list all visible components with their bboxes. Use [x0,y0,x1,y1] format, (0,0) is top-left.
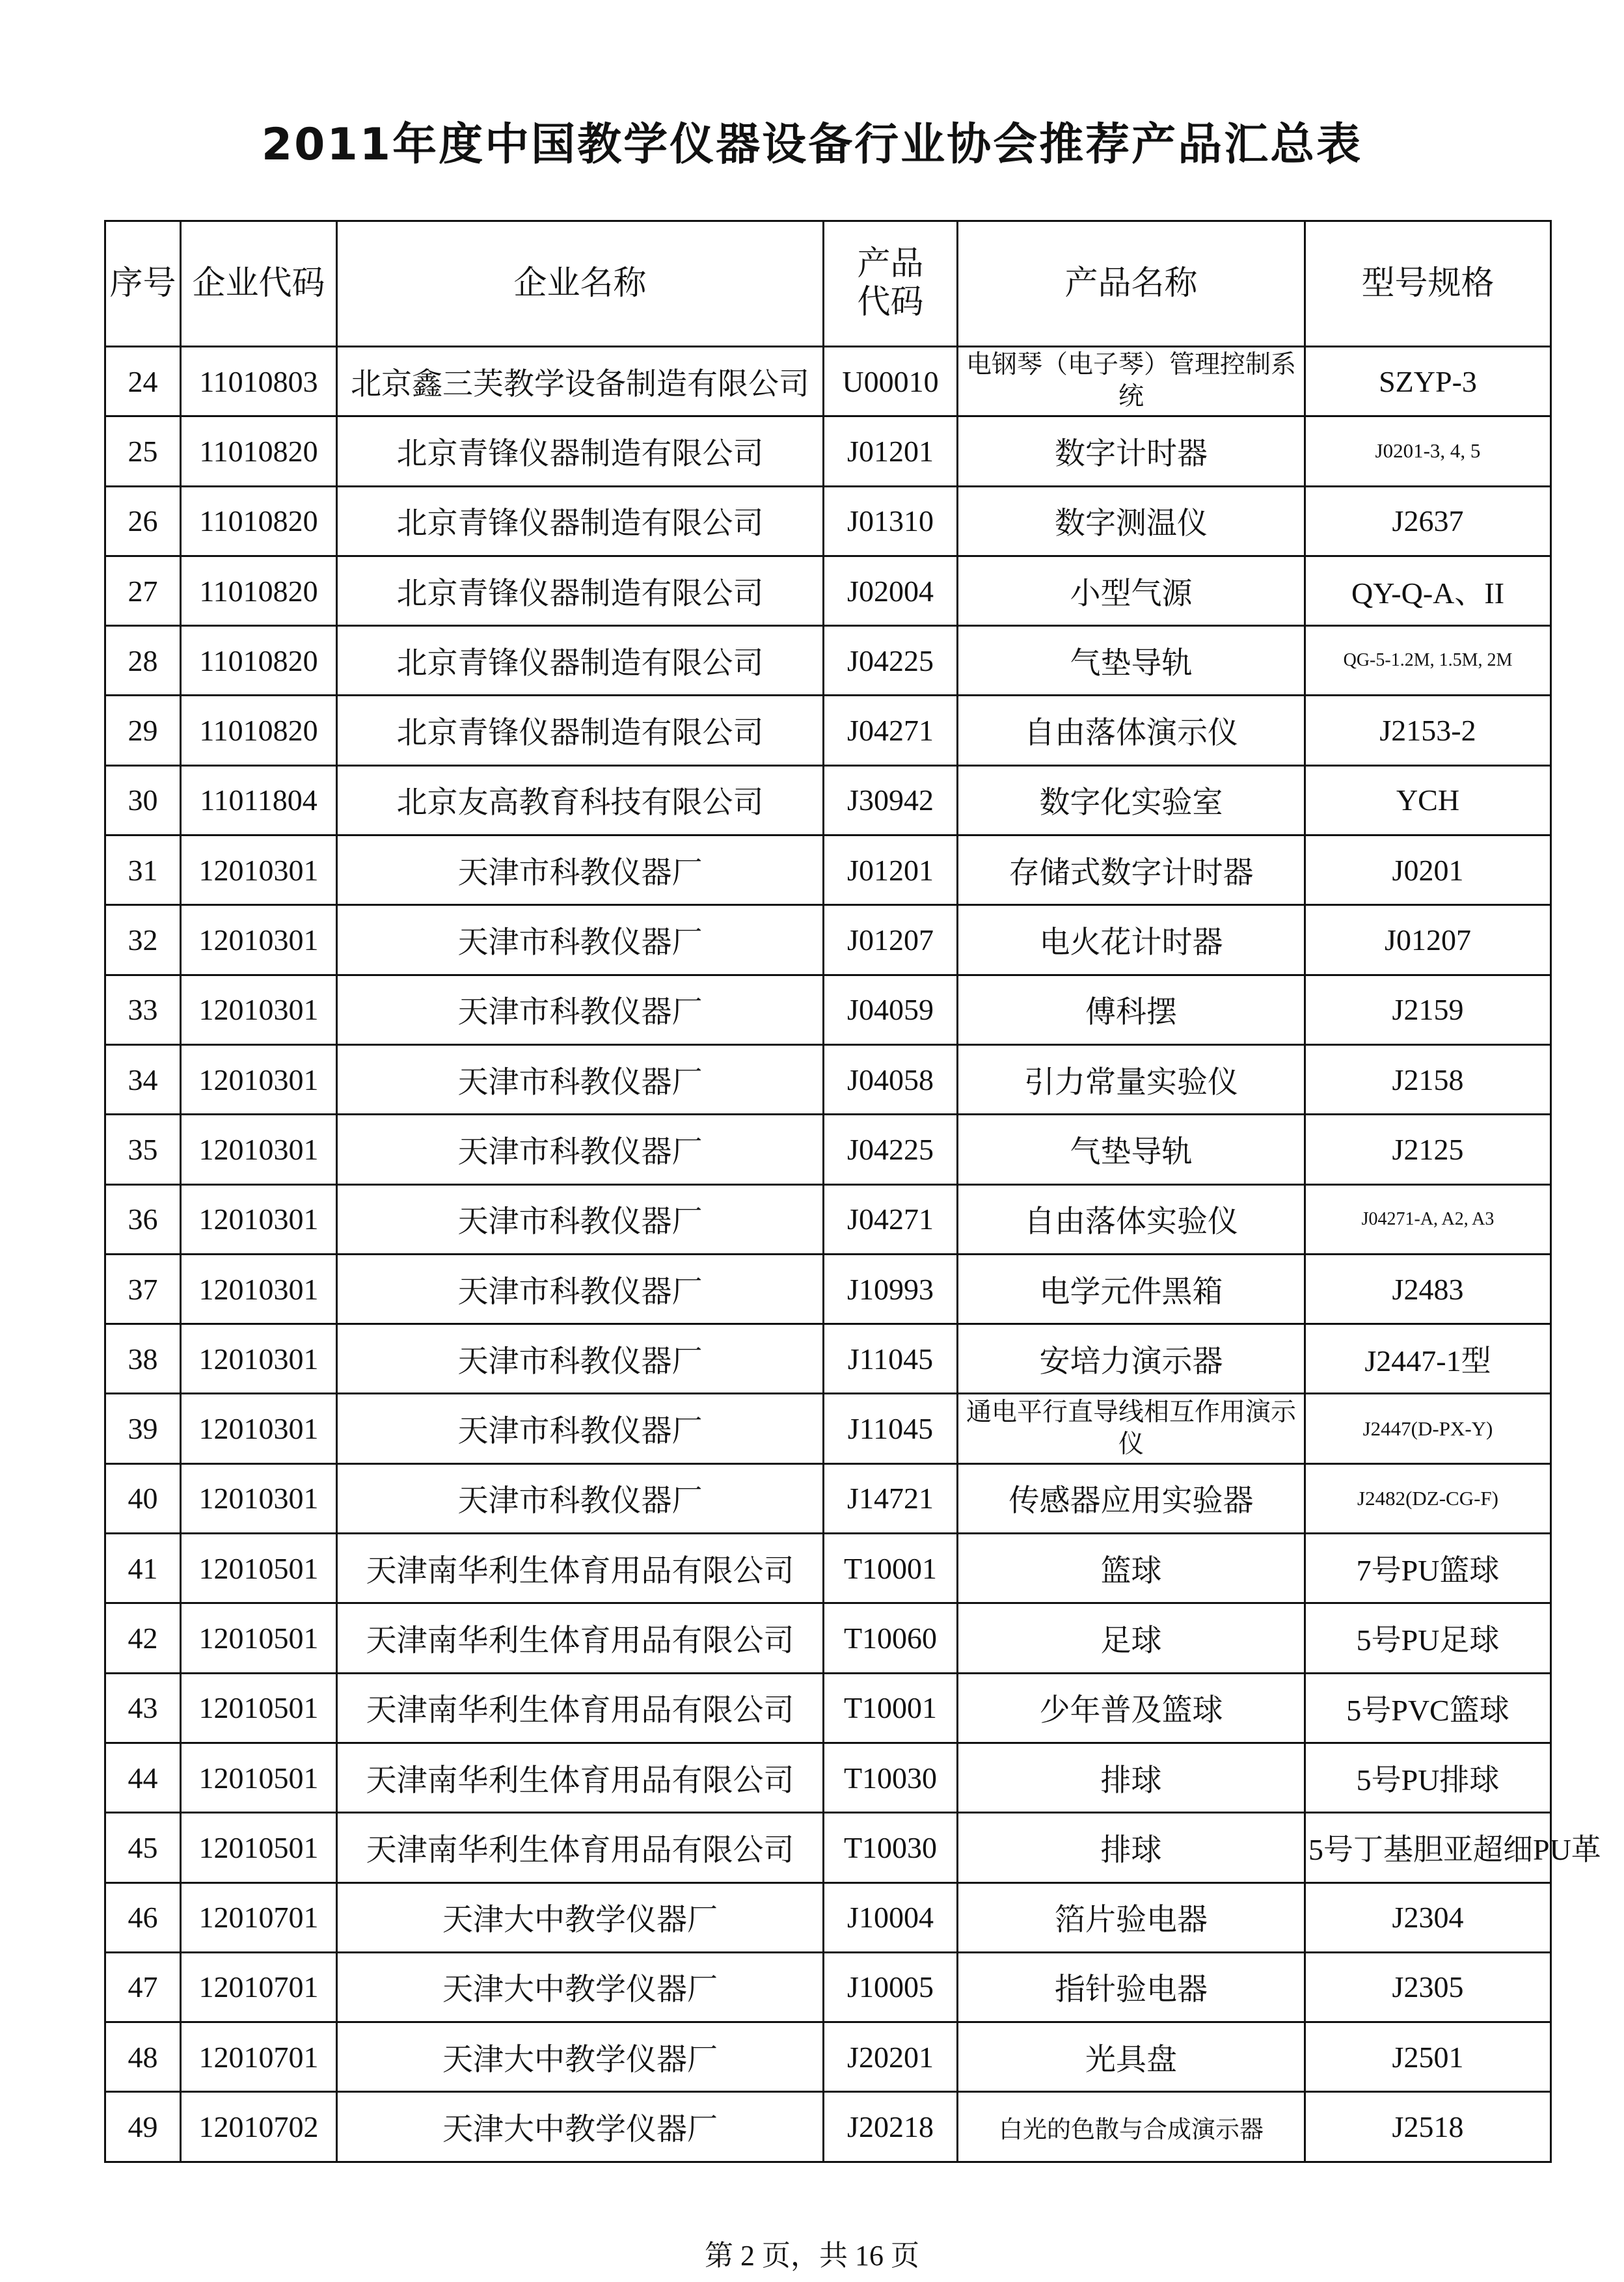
cell-model-spec: QY-Q-A、II [1305,556,1551,625]
cell-model-spec: J04271-A, A2, A3 [1305,1184,1551,1254]
cell-product-code: J11045 [824,1324,958,1394]
cell-company-name: 天津市科教仪器厂 [337,1324,824,1394]
header-company-code: 企业代码 [181,221,337,347]
header-company-name: 企业名称 [337,221,824,347]
cell-model-spec: SZYP-3 [1305,347,1551,416]
cell-product-name: 排球 [958,1743,1305,1812]
cell-company-code: 12010301 [181,1324,337,1394]
cell-product-code: J04225 [824,626,958,696]
cell-company-code: 11010820 [181,416,337,486]
cell-index: 39 [105,1394,181,1463]
cell-index: 45 [105,1813,181,1882]
cell-product-code: J14721 [824,1463,958,1533]
table-row [105,975,1551,1044]
cell-model-spec: J2125 [1305,1115,1551,1184]
table-row [105,835,1551,905]
cell-product-code: J04058 [824,1044,958,1114]
table-row [105,556,1551,625]
table-header-row [105,221,1551,347]
cell-company-code: 12010301 [181,905,337,975]
table-row [105,765,1551,835]
table-row [105,486,1551,556]
cell-product-code: J02004 [824,556,958,625]
cell-company-name: 天津市科教仪器厂 [337,1115,824,1184]
cell-model-spec: QG-5-1.2M, 1.5M, 2M [1305,626,1551,696]
table-row [105,1882,1551,1952]
table-row [105,416,1551,486]
cell-model-spec: 5号PU足球 [1305,1603,1551,1673]
cell-company-code: 12010701 [181,2022,337,2092]
cell-company-code: 11010820 [181,486,337,556]
cell-product-name: 电学元件黑箱 [958,1254,1305,1324]
cell-company-code: 11010803 [181,347,337,416]
cell-index: 36 [105,1184,181,1254]
cell-company-name: 天津南华利生体育用品有限公司 [337,1743,824,1812]
cell-company-name: 天津市科教仪器厂 [337,1254,824,1324]
table-row [105,1463,1551,1533]
cell-product-name: 白光的色散与合成演示器 [958,2092,1305,2162]
cell-product-name: 数字测温仪 [958,486,1305,556]
cell-product-code: T10030 [824,1813,958,1882]
cell-product-code: T10060 [824,1603,958,1673]
cell-company-code: 11010820 [181,626,337,696]
cell-product-code: J30942 [824,765,958,835]
cell-index: 24 [105,347,181,416]
table-row [105,347,1551,416]
cell-index: 42 [105,1603,181,1673]
cell-index: 30 [105,765,181,835]
cell-product-code: T10001 [824,1534,958,1603]
cell-product-code: U00010 [824,347,958,416]
cell-product-code: J04225 [824,1115,958,1184]
cell-product-name: 通电平行直导线相互作用演示仪 [958,1394,1305,1463]
cell-company-name: 天津南华利生体育用品有限公司 [337,1673,824,1743]
cell-product-name: 安培力演示器 [958,1324,1305,1394]
cell-product-name: 自由落体实验仪 [958,1184,1305,1254]
cell-index: 31 [105,835,181,905]
cell-product-name: 数字化实验室 [958,765,1305,835]
cell-index: 44 [105,1743,181,1812]
cell-company-code: 12010301 [181,835,337,905]
cell-product-name: 电火花计时器 [958,905,1305,975]
cell-index: 38 [105,1324,181,1394]
cell-model-spec: J2447-1型 [1305,1324,1551,1394]
cell-product-name: 排球 [958,1813,1305,1882]
cell-index: 35 [105,1115,181,1184]
cell-company-name: 天津大中教学仪器厂 [337,2022,824,2092]
document-title: 2011年度中国教学仪器设备行业协会推荐产品汇总表 [261,119,1363,170]
cell-model-spec: J2637 [1305,486,1551,556]
cell-company-code: 12010301 [181,1115,337,1184]
header-index: 序号 [105,221,181,347]
cell-index: 27 [105,556,181,625]
table-row [105,1254,1551,1324]
table-row [105,1534,1551,1603]
cell-company-code: 11010820 [181,556,337,625]
cell-product-code: J10993 [824,1254,958,1324]
cell-product-name: 光具盘 [958,2022,1305,2092]
cell-product-name: 气垫导轨 [958,626,1305,696]
cell-product-code: J20201 [824,2022,958,2092]
cell-product-name: 电钢琴（电子琴）管理控制系统 [958,347,1305,416]
cell-model-spec: J2483 [1305,1254,1551,1324]
cell-model-spec: J2447(D-PX-Y) [1305,1394,1551,1463]
cell-product-name: 篮球 [958,1534,1305,1603]
cell-index: 34 [105,1044,181,1114]
cell-company-code: 12010701 [181,1882,337,1952]
cell-model-spec: J0201-3, 4, 5 [1305,416,1551,486]
cell-index: 48 [105,2022,181,2092]
cell-index: 40 [105,1463,181,1533]
cell-company-code: 11011804 [181,765,337,835]
cell-product-name: 引力常量实验仪 [958,1044,1305,1114]
cell-company-name: 北京青锋仪器制造有限公司 [337,696,824,765]
cell-company-name: 北京青锋仪器制造有限公司 [337,416,824,486]
cell-model-spec: 7号PU篮球 [1305,1534,1551,1603]
cell-company-code: 12010702 [181,2092,337,2162]
cell-product-code: J20218 [824,2092,958,2162]
cell-index: 49 [105,2092,181,2162]
cell-model-spec: J2159 [1305,975,1551,1044]
cell-index: 32 [105,905,181,975]
cell-product-code: J10005 [824,1952,958,2022]
cell-model-spec: J2304 [1305,1882,1551,1952]
cell-model-spec: J2153-2 [1305,696,1551,765]
cell-index: 33 [105,975,181,1044]
cell-index: 43 [105,1673,181,1743]
table-row [105,696,1551,765]
cell-model-spec: 5号PU排球 [1305,1743,1551,1812]
cell-product-name: 小型气源 [958,556,1305,625]
cell-model-spec: YCH [1305,765,1551,835]
cell-company-name: 天津市科教仪器厂 [337,1394,824,1463]
cell-company-name: 北京友高教育科技有限公司 [337,765,824,835]
cell-product-name: 箔片验电器 [958,1882,1305,1952]
product-table [104,220,1601,2163]
cell-product-name: 自由落体演示仪 [958,696,1305,765]
cell-company-code: 12010501 [181,1673,337,1743]
cell-company-code: 12010501 [181,1534,337,1603]
cell-company-name: 北京鑫三芙教学设备制造有限公司 [337,347,824,416]
cell-model-spec: J2305 [1305,1952,1551,2022]
cell-company-code: 12010501 [181,1743,337,1812]
cell-company-code: 12010301 [181,1254,337,1324]
cell-company-code: 12010701 [181,1952,337,2022]
cell-company-code: 12010301 [181,1394,337,1463]
header-model-spec: 型号规格 [1305,221,1551,347]
table-row [105,1115,1551,1184]
cell-company-code: 12010301 [181,1463,337,1533]
cell-index: 28 [105,626,181,696]
cell-company-name: 天津大中教学仪器厂 [337,1882,824,1952]
page-footer: 第 2 页，共 16 页 [705,2240,919,2272]
cell-company-code: 12010301 [181,975,337,1044]
cell-product-code: J01207 [824,905,958,975]
table-row [105,2022,1551,2092]
cell-model-spec: 5号PVC篮球 [1305,1673,1551,1743]
cell-product-code: T10030 [824,1743,958,1812]
table-row [105,2092,1551,2162]
table-row [105,1952,1551,2022]
header-product-name: 产品名称 [958,221,1305,347]
cell-model-spec: 5号丁基胆亚超细PU革 [1305,1813,1551,1882]
table-row [105,1044,1551,1114]
cell-product-name: 傅科摆 [958,975,1305,1044]
table-body [105,347,1601,2162]
table-row [105,905,1551,975]
cell-product-code: J10004 [824,1882,958,1952]
cell-index: 25 [105,416,181,486]
cell-model-spec: J2482(DZ-CG-F) [1305,1463,1551,1533]
table-row [105,1603,1551,1673]
cell-product-code: J01201 [824,835,958,905]
header-product-code: 产品 代码 [824,221,958,347]
table-row [105,1673,1551,1743]
cell-company-code: 12010501 [181,1813,337,1882]
cell-product-code: J04059 [824,975,958,1044]
table-row [105,1324,1551,1394]
cell-product-code: J01310 [824,486,958,556]
cell-index: 26 [105,486,181,556]
cell-model-spec: J0201 [1305,835,1551,905]
cell-model-spec: J2518 [1305,2092,1551,2162]
cell-company-name: 北京青锋仪器制造有限公司 [337,556,824,625]
cell-company-code: 11010820 [181,696,337,765]
cell-index: 47 [105,1952,181,2022]
cell-company-name: 天津市科教仪器厂 [337,1044,824,1114]
cell-index: 41 [105,1534,181,1603]
cell-company-name: 天津市科教仪器厂 [337,1463,824,1533]
cell-company-name: 天津大中教学仪器厂 [337,2092,824,2162]
cell-product-name: 传感器应用实验器 [958,1463,1305,1533]
table-row [105,1184,1551,1254]
cell-model-spec: J2501 [1305,2022,1551,2092]
cell-index: 46 [105,1882,181,1952]
table-row [105,626,1551,696]
cell-product-code: J04271 [824,1184,958,1254]
cell-product-code: J11045 [824,1394,958,1463]
cell-product-name: 足球 [958,1603,1305,1673]
cell-product-code: J01201 [824,416,958,486]
cell-product-code: J04271 [824,696,958,765]
cell-product-name: 气垫导轨 [958,1115,1305,1184]
table-row [105,1394,1551,1463]
table-row [105,1813,1551,1882]
cell-product-code: T10001 [824,1673,958,1743]
cell-model-spec: J2158 [1305,1044,1551,1114]
table-row [105,1743,1551,1812]
cell-product-name: 少年普及篮球 [958,1673,1305,1743]
cell-company-name: 天津南华利生体育用品有限公司 [337,1813,824,1882]
cell-company-code: 12010301 [181,1044,337,1114]
cell-company-code: 12010501 [181,1603,337,1673]
cell-product-name: 指针验电器 [958,1952,1305,2022]
cell-index: 37 [105,1254,181,1324]
cell-index: 29 [105,696,181,765]
cell-product-name: 存储式数字计时器 [958,835,1305,905]
cell-company-name: 天津大中教学仪器厂 [337,1952,824,2022]
cell-model-spec: J01207 [1305,905,1551,975]
cell-company-name: 天津南华利生体育用品有限公司 [337,1534,824,1603]
cell-company-name: 北京青锋仪器制造有限公司 [337,626,824,696]
cell-company-name: 北京青锋仪器制造有限公司 [337,486,824,556]
cell-product-name: 数字计时器 [958,416,1305,486]
cell-company-name: 天津市科教仪器厂 [337,1184,824,1254]
cell-company-name: 天津市科教仪器厂 [337,975,824,1044]
cell-company-name: 天津市科教仪器厂 [337,905,824,975]
cell-company-name: 天津南华利生体育用品有限公司 [337,1603,824,1673]
cell-company-name: 天津市科教仪器厂 [337,835,824,905]
cell-company-code: 12010301 [181,1184,337,1254]
